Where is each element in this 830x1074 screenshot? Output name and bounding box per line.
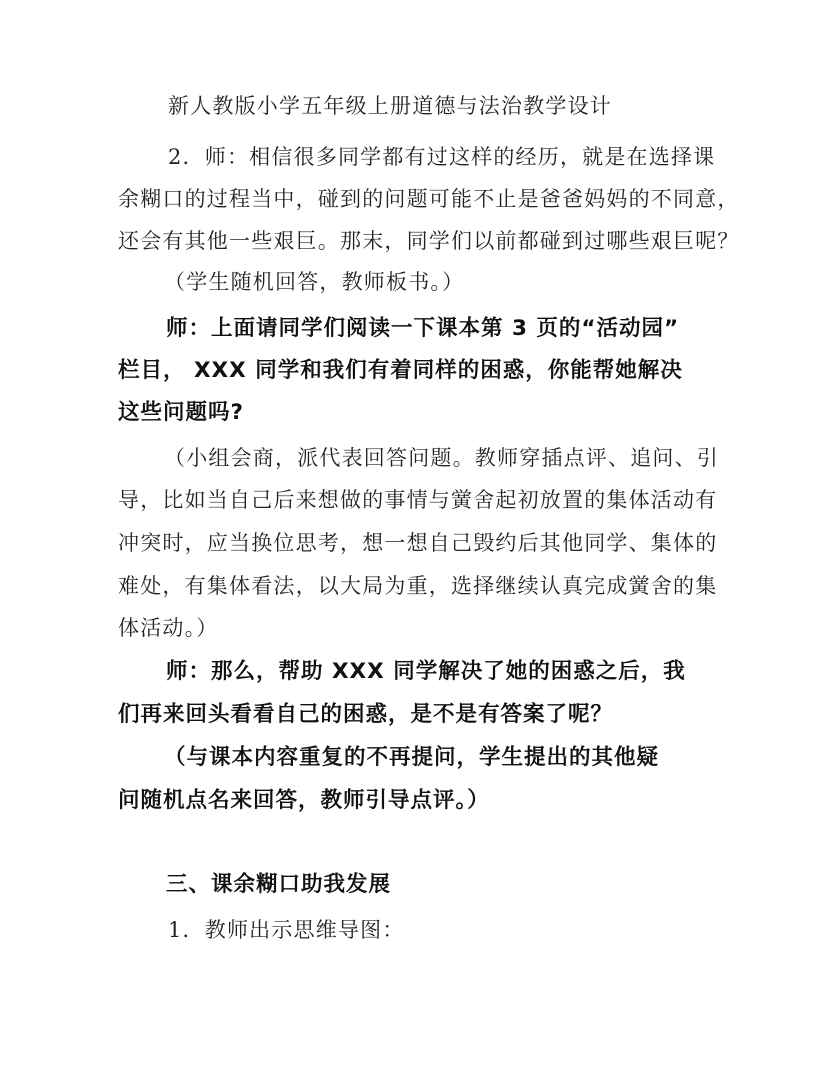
- document-header-title: 新人教版小学五年级上册道德与法治教学设计: [168, 94, 612, 118]
- paragraph-4-line-1: （小组会商，派代表回答问题。教师穿插点评、追问、引: [164, 446, 719, 470]
- paragraph-4-line-5: 体活动。）: [118, 616, 219, 640]
- paragraph-4-line-4: 难处，有集体看法，以大局为重，选择继续认真完成黉舍的集: [118, 574, 718, 598]
- paragraph-4-line-3: 冲突时，应当换位思考，想一想自己毁约后其他同学、集体的: [118, 531, 718, 555]
- paragraph-6-line-1: （与课本内容重复的不再提问，学生提出的其他疑: [164, 745, 660, 770]
- paragraph-5-line-2: 们再来回头看看自己的困惑，是不是有答案了呢？: [118, 702, 614, 727]
- paragraph-1-line-1: 2．师：相信很多同学都有过这样的经历，就是在选择课: [168, 145, 716, 169]
- paragraph-4-line-2: 导，比如当自己后来想做的事情与黉舍起初放置的集体活动有: [118, 488, 718, 512]
- paragraph-6-line-2: 问随机点名来回答，教师引导点评。）: [118, 788, 490, 813]
- paragraph-5-line-1: 师：那么，帮助 XXX 同学解决了她的困惑之后，我: [166, 659, 686, 684]
- paragraph-2-line-1: （学生随机回答，教师板书。）: [164, 270, 465, 294]
- paragraph-1-line-3: 还会有其他一些艰巨。那末，同学们以前都碰到过哪些艰巨呢？: [118, 229, 740, 253]
- paragraph-3-line-1: 师：上面请同学们阅读一下课本第 3 页的“活动园”: [166, 316, 680, 341]
- paragraph-3-line-2: 栏目， XXX 同学和我们有着同样的困惑，你能帮她解决: [118, 358, 683, 383]
- paragraph-7-line-1: 1．教师出示思维导图：: [168, 918, 405, 942]
- paragraph-3-line-3: 这些问题吗?: [118, 400, 244, 425]
- section-heading: 三、课余糊口助我发展: [166, 872, 392, 897]
- paragraph-1-line-2: 余糊口的过程当中，碰到的问题可能不止是爸爸妈妈的不同意，: [118, 187, 740, 211]
